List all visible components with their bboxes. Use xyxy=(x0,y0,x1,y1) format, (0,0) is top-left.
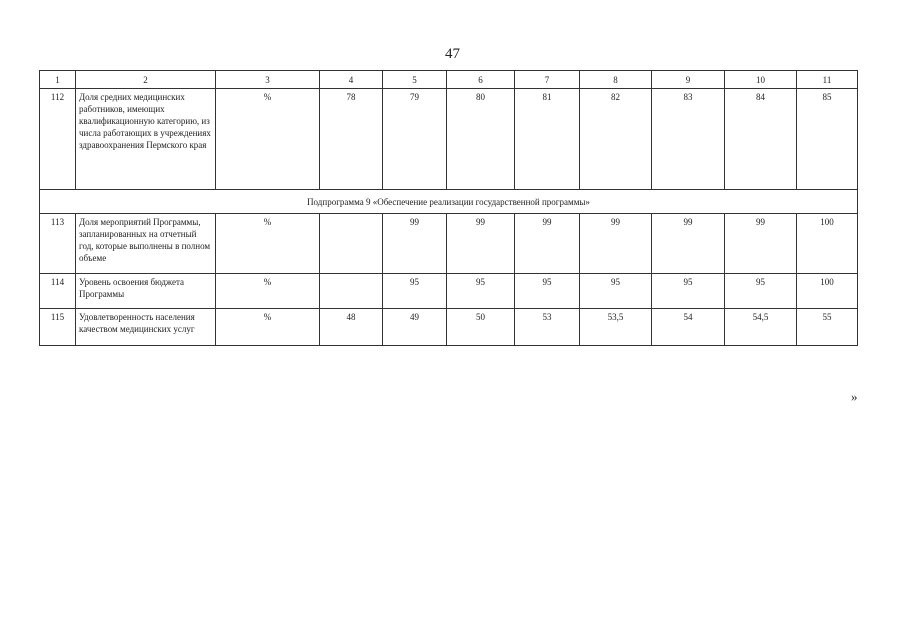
row-number: 113 xyxy=(40,214,76,274)
value-cell: 99 xyxy=(725,214,797,274)
header-cell: 6 xyxy=(447,71,515,89)
header-cell: 10 xyxy=(725,71,797,89)
value-cell: 99 xyxy=(447,214,515,274)
value-cell: 99 xyxy=(383,214,447,274)
value-cell: 82 xyxy=(580,89,652,190)
closing-quote: » xyxy=(851,389,858,404)
value-cell: 48 xyxy=(320,309,383,346)
value-cell: 85 xyxy=(797,89,858,190)
row-number: 115 xyxy=(40,309,76,346)
indicator-table xyxy=(39,70,858,346)
value-cell: 54 xyxy=(652,309,725,346)
header-cell: 1 xyxy=(40,71,76,89)
value-cell: 99 xyxy=(580,214,652,274)
header-cell: 11 xyxy=(797,71,858,89)
header-cell: 3 xyxy=(216,71,320,89)
value-cell: 54,5 xyxy=(725,309,797,346)
value-cell: 49 xyxy=(383,309,447,346)
value-cell: 95 xyxy=(383,274,447,309)
table-header-row xyxy=(40,71,858,89)
table-row xyxy=(40,274,858,309)
value-cell: 80 xyxy=(447,89,515,190)
value-cell: 100 xyxy=(797,274,858,309)
unit-cell: % xyxy=(216,214,320,274)
table-row xyxy=(40,89,858,190)
value-cell: 79 xyxy=(383,89,447,190)
value-cell: 78 xyxy=(320,89,383,190)
value-cell xyxy=(320,214,383,274)
value-cell: 53,5 xyxy=(580,309,652,346)
value-cell: 55 xyxy=(797,309,858,346)
table-row xyxy=(40,214,858,274)
value-cell: 53 xyxy=(515,309,580,346)
header-cell: 2 xyxy=(76,71,216,89)
header-cell: 8 xyxy=(580,71,652,89)
table-row xyxy=(40,309,858,346)
header-cell: 7 xyxy=(515,71,580,89)
indicator-name: Удовлетворенность населения качеством медицинских услуг xyxy=(76,309,216,346)
value-cell: 50 xyxy=(447,309,515,346)
value-cell: 95 xyxy=(515,274,580,309)
value-cell: 83 xyxy=(652,89,725,190)
indicator-name: Уровень освоения бюджета Программы xyxy=(76,274,216,309)
section-row xyxy=(40,190,858,214)
header-cell: 5 xyxy=(383,71,447,89)
row-number: 112 xyxy=(40,89,76,190)
indicator-name: Доля мероприятий Программы, запланированных на отчетный год, которые выполнены в полном объеме xyxy=(76,214,216,274)
unit-cell: % xyxy=(216,89,320,190)
indicator-name: Доля средних медицинских работников, имеющих квалификационную категорию, из числа работающих в учреждениях здравоохранения Пермского края xyxy=(76,89,216,190)
header-cell: 9 xyxy=(652,71,725,89)
value-cell: 99 xyxy=(652,214,725,274)
section-title: Подпрограмма 9 «Обеспечение реализации государственной программы» xyxy=(40,190,858,214)
value-cell xyxy=(320,274,383,309)
value-cell: 95 xyxy=(580,274,652,309)
value-cell: 95 xyxy=(447,274,515,309)
value-cell: 95 xyxy=(652,274,725,309)
row-number: 114 xyxy=(40,274,76,309)
unit-cell: % xyxy=(216,274,320,309)
value-cell: 95 xyxy=(725,274,797,309)
value-cell: 100 xyxy=(797,214,858,274)
value-cell: 99 xyxy=(515,214,580,274)
value-cell: 81 xyxy=(515,89,580,190)
value-cell: 84 xyxy=(725,89,797,190)
unit-cell: % xyxy=(216,309,320,346)
page-number: 47 xyxy=(445,46,460,62)
header-cell: 4 xyxy=(320,71,383,89)
